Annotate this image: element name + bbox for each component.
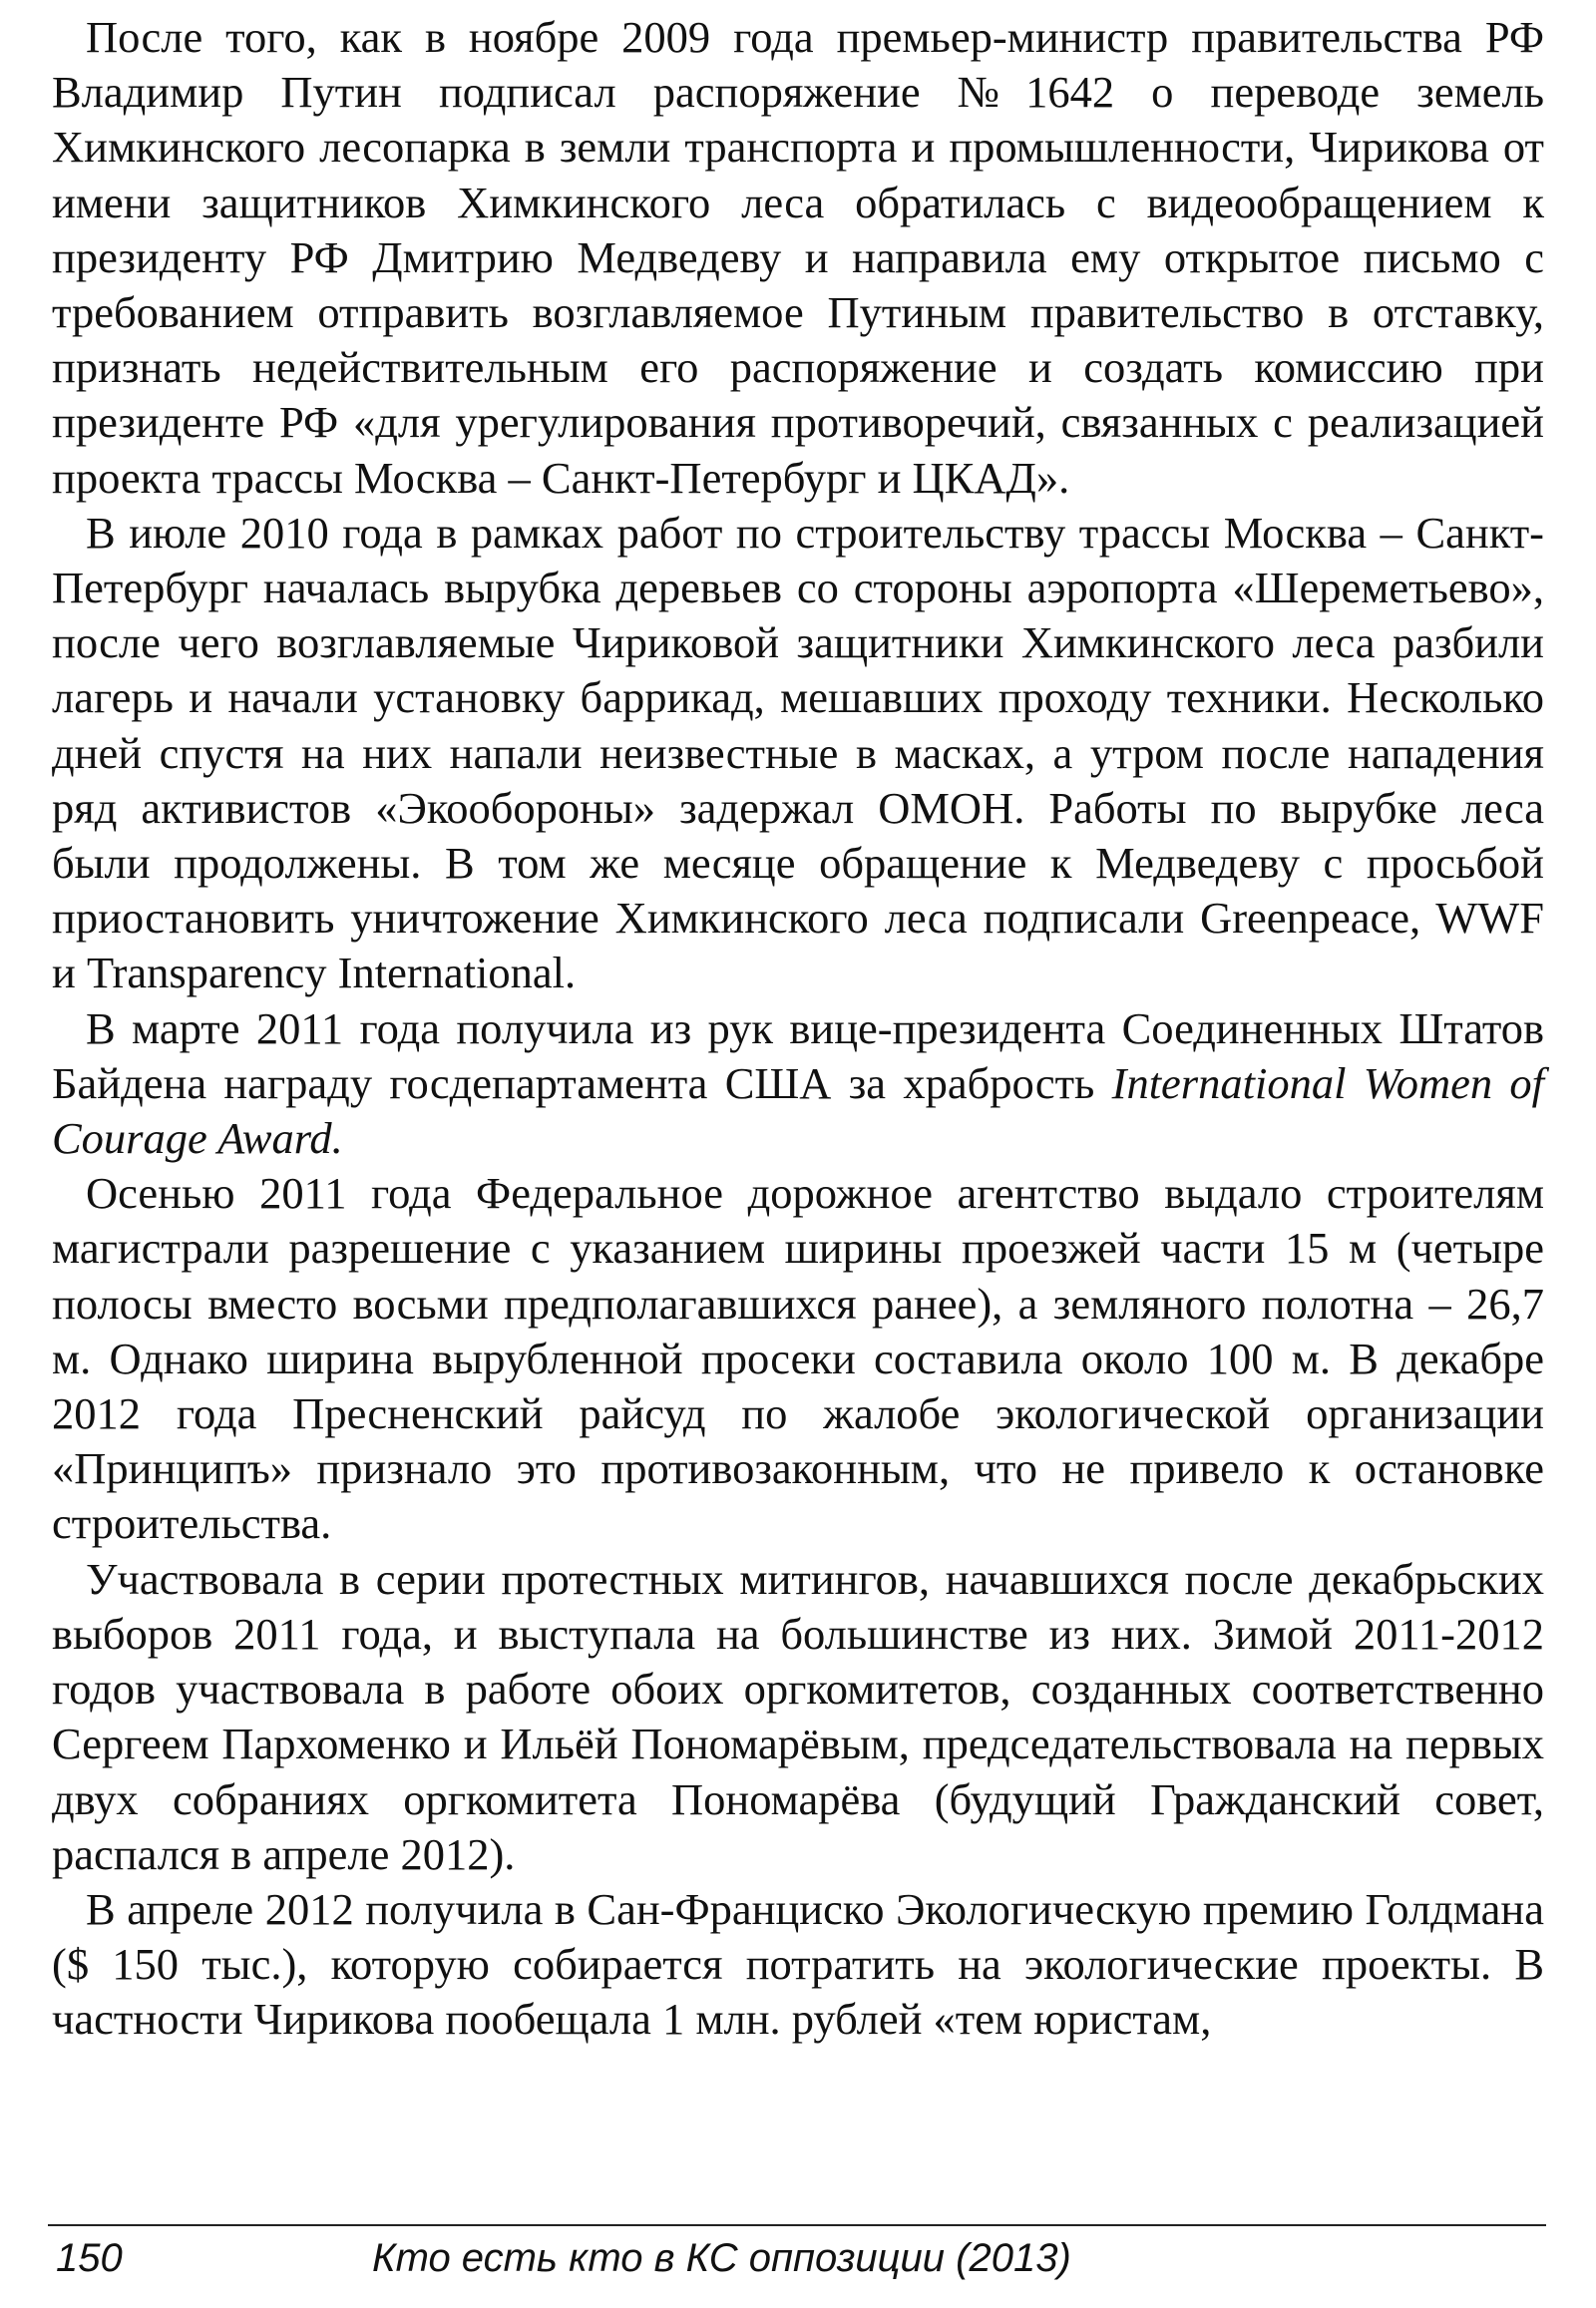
paragraph-3 [52, 1001, 1544, 1167]
footer-divider [48, 2224, 1546, 2226]
paragraph-2: В июле 2010 года в рамках работ по строительству трассы Москва – Санкт-Петербург началась вырубка деревьев со стороны аэропорта «Шереметьево», после чего возглавляемые Чириковой защитники Химкинского леса разбили лагерь и начали установку баррикад, мешавших проходу техники. Несколько дней спустя на них напали неизвестные в масках, а утром после нападения ряд активистов «Экообороны» задержал ОМОН. Работы по вырубке леса были продолжены. В том же месяце обращение к Медведеву с просьбой приостановить уничтожение Химкинского леса подписали Greenpeace, WWF и Transparency International. [52, 507, 1544, 998]
paragraph-5: Участвовала в серии протестных митингов, начавшихся после декабрьских выборов 2011 года, и выступала на большинстве из них. Зимой 2011-2012 годов участвовала в работе обоих оргкомитетов, созданных соответственно Сергеем Пархоменко и Ильёй Пономарёвым, председательствовала на первых двух собраниях оргкомитета Пономарёва (будущий Гражданский совет, распался в апреле 2012). [52, 1553, 1544, 1879]
award-name: International Women of Courage Award. [52, 1057, 1545, 1164]
page-number: 150 [56, 2236, 123, 2280]
running-title: Кто есть кто в КС оппозиции (2013) [372, 2236, 1071, 2280]
paragraph-1: После того, как в ноябре 2009 года премьер-министр правительства РФ Владимир Путин подписал распоряжение №1642 о переводе земель Химкинского лесопарка в земли транспорта и промышленности, Чирикова от имени защитников Химкинского леса обратилась с видеообращением к президенту РФ Дмитрию Медведеву и направила ему открытое письмо с требованием отправить возглавляемое Путиным правительство в отставку, признать недействительным его распоряжение и создать комиссию при президенте РФ «для урегулирования противоречий, связанных с реализацией проекта трассы Москва – Санкт-Петербург и ЦКАД». [52, 12, 1544, 503]
award-paragraph-text: В марте 2011 года получила из рук вице-президента Соединенных Штатов Байдена награду госдепартамента США за храбрость [52, 1002, 1544, 1108]
body-text [52, 10, 1544, 2048]
paragraph-4: Осенью 2011 года Федеральное дорожное агентство выдало строителям магистрали разрешение с указанием ширины проезжей части 15 м (четыре полосы вместо восьми предполагавшихся ранее), а земляного полотна – 26,7 м. Однако ширина вырубленной просеки составила около 100 м. В декабре 2012 года Пресненский райсуд по жалобе экологической организации «Принципъ» признало это противозаконным, что не привело к остановке строительства. [52, 1168, 1544, 1549]
paragraph-6: В апреле 2012 получила в Сан-Франциско Экологическую премию Голдмана ($ 150 тыс.), которую собирается потратить на экологические проекты. В частности Чирикова пообещала 1 млн. рублей «тем юристам, [52, 1883, 1544, 2045]
